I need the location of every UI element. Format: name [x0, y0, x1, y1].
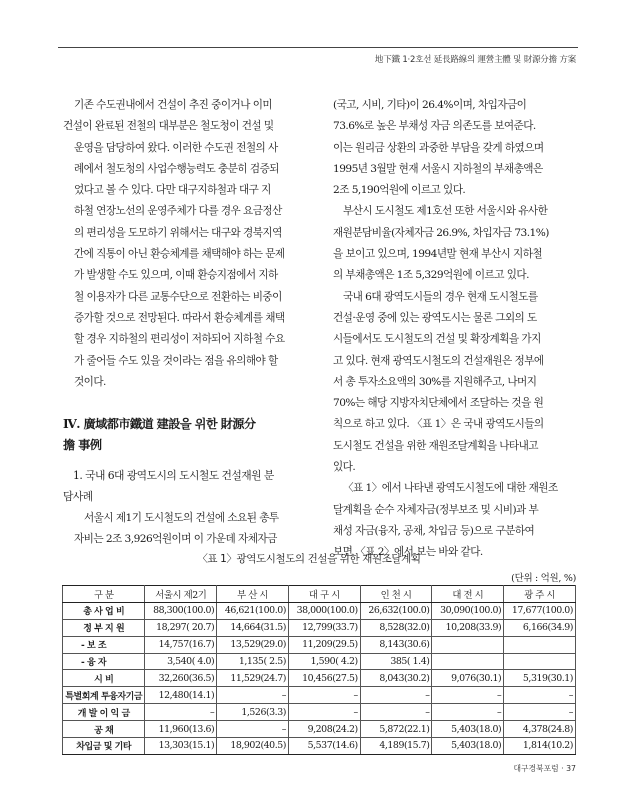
funding-table [62, 585, 576, 755]
text-line: 부산시 도시철도 제1호선 또한 서울시와 유사한 [343, 205, 548, 218]
table-cell [504, 653, 576, 670]
table-cell: 9,076(30.1) [432, 670, 504, 687]
table-row [63, 670, 576, 687]
table-caption: 〈표 1〉광역도시철도의 건설을 위한 재원조달계획 [197, 553, 421, 565]
text-line: 철 이용자가 다른 교통수단으로 전환하는 비중이 [74, 290, 282, 303]
table-cell: 12,799(33.7) [288, 619, 360, 636]
table-cell: 26,632(100.0) [360, 602, 432, 619]
table-cell: 11,529(24.7) [217, 670, 289, 687]
table-cell: – [504, 687, 576, 704]
subheading-line: 담사례 [63, 490, 93, 504]
table-row [63, 602, 576, 619]
table-cell: 13,303(15.1) [145, 738, 217, 755]
right-paragraph-3 [333, 287, 577, 479]
table-cell: 32,260(36.5) [145, 670, 217, 687]
text-line: 보면 〈표 2〉에서 보는 바와 같다. [333, 546, 483, 559]
table-cell: – [217, 687, 289, 704]
right-paragraph-2 [333, 201, 577, 286]
table-row [63, 653, 576, 670]
text-line: (국고, 시비, 기타)이 26.4%이며, 차입자금이 [333, 99, 527, 111]
table-row [63, 636, 576, 653]
text-line: 재원분담비율(자체자금 26.9%, 차입자금 73.1%) [333, 226, 549, 239]
table-cell: – [145, 704, 217, 721]
table-cell: 11,960(13.6) [145, 721, 217, 738]
table-row [63, 704, 576, 721]
text-line: 할 경우 지하철의 편리성이 저하되어 지하철 수요 [74, 333, 285, 346]
heading-line: 擔 事例 [63, 438, 102, 453]
table-cell: – [288, 704, 360, 721]
text-line: 하철 연장노선의 운영주체가 다를 경우 요금정산 [74, 205, 282, 218]
text-line: 국내 6대 광역도시들의 경우 현재 도시철도를 [343, 290, 538, 303]
text-line: 의 부채총액은 1조 5,329억원에 이르고 있다. [333, 269, 529, 282]
table-cell: 5,872(22.1) [360, 721, 432, 738]
table-row [63, 687, 576, 704]
table-cell: – [432, 687, 504, 704]
table-cell: 38,000(100.0) [288, 602, 360, 619]
table-cell: 8,043(30.2) [360, 670, 432, 687]
heading-line: Ⅳ. 廣域都市鐵道 建設을 위한 財源分 [63, 417, 256, 432]
table-cell: 1,135( 2.5) [217, 653, 289, 670]
header-daegu: 대 구 시 [288, 586, 360, 603]
text-line: 의 편리성을 도모하기 위해서는 대구와 경북지역 [74, 226, 282, 239]
text-line: 서울시 제1기 도시철도의 건설에 소요된 총투 [84, 511, 279, 524]
table-cell: 18,297( 20.7) [145, 619, 217, 636]
table-row [63, 738, 576, 755]
text-line: 기존 수도권내에서 건설이 추진 중이거나 이미 [74, 99, 273, 111]
text-line: 건설이 완료된 전철의 대부분은 철도청이 건설 및 [63, 120, 274, 133]
table-cell: 4,378(24.8) [504, 721, 576, 738]
subheading-line: 1. 국내 6대 광역도시의 도시철도 건설재원 분 [73, 469, 274, 483]
table-cell: – [360, 704, 432, 721]
table-cell: 10,456(27.5) [288, 670, 360, 687]
table-body [63, 602, 576, 754]
text-line: 을 보이고 있으며, 1994년말 현재 부산시 지하철 [333, 248, 543, 261]
row-label: 총 사 업 비 [63, 602, 145, 619]
row-label: 특별회계 투융자기금 [63, 687, 145, 704]
text-line: 고 있다. 현재 광역도시철도의 건설재원은 정부에 [333, 354, 544, 367]
table-cell: 88,300(100.0) [145, 602, 217, 619]
row-label: 공 채 [63, 721, 145, 738]
table-cell: 3,540( 4.0) [145, 653, 217, 670]
table-cell: 13,529(29.0) [217, 636, 289, 653]
table-unit: (단위 : 억원, %) [511, 573, 576, 584]
row-label: 개 발 이 익 금 [63, 704, 145, 721]
row-label: 시 비 [63, 670, 145, 687]
right-paragraph-1 [333, 95, 577, 201]
text-line: 간에 직통이 아닌 환승체계를 채택해야 하는 문제 [74, 248, 285, 261]
table-cell: 14,757(16.7) [145, 636, 217, 653]
text-line: 례에서 철도청의 사업수행능력도 충분히 검증되 [74, 162, 279, 175]
left-paragraph-1 [63, 95, 303, 393]
row-label: 정 부 지 원 [63, 619, 145, 636]
table-cell: 5,537(14.6) [288, 738, 360, 755]
text-line: 증가할 것으로 전망된다. 따라서 환승체계를 채택 [74, 311, 285, 324]
text-line: 73.6%로 높은 부채성 자금 의존도를 보여준다. [333, 120, 536, 133]
text-line: 채성 자금(융자, 공채, 차입금 등)으로 구분하여 [333, 524, 535, 537]
text-line: 달계획을 순수 자체자금(정부보조 및 시비)과 부 [333, 503, 539, 516]
text-line: 시들에서도 도시철도의 건설 및 확장계획을 가지 [333, 333, 541, 346]
text-line: 있다. [333, 461, 356, 474]
table-cell: – [217, 721, 289, 738]
table-cell: – [504, 704, 576, 721]
section-heading [63, 414, 303, 456]
text-line: 가 줄어들 수도 있을 것이라는 점을 유의해야 할 [74, 354, 278, 367]
text-line: 운영을 담당하여 왔다. 이러한 수도권 전철의 사 [74, 141, 278, 154]
table-cell: 8,528(32.0) [360, 619, 432, 636]
table-cell: 6,166(34.9) [504, 619, 576, 636]
table-cell: 12,480(14.1) [145, 687, 217, 704]
table-header-row [63, 586, 576, 603]
table-cell: 11,209(29.5) [288, 636, 360, 653]
table-cell [504, 636, 576, 653]
table-cell [432, 653, 504, 670]
text-line: 〈표 1〉에서 나타낸 광역도시철도에 대한 재원조 [343, 482, 558, 495]
table-cell: 14,664(31.5) [217, 619, 289, 636]
header-gwangju: 광 주 시 [504, 586, 576, 603]
text-line: 서 총 투자소요액의 30%를 지원해주고, 나머지 [333, 375, 537, 388]
right-column [333, 95, 577, 564]
text-line: 었다고 볼 수 있다. 다만 대구지하철과 대구 지 [74, 184, 271, 197]
text-line: 2조 5,190억원에 이르고 있다. [333, 184, 466, 197]
table-cell: 9,208(24.2) [288, 721, 360, 738]
header-rule [58, 47, 578, 48]
table-row [63, 619, 576, 636]
table-cell: 385( 1.4) [360, 653, 432, 670]
row-label: - 보 조 [63, 636, 145, 653]
header-busan: 부 산 시 [217, 586, 289, 603]
table-cell: 5,403(18.0) [432, 738, 504, 755]
header-incheon: 인 천 시 [360, 586, 432, 603]
left-paragraph-2 [63, 508, 303, 551]
table-cell: 4,189(15.7) [360, 738, 432, 755]
text-line: 칙으로 하고 있다. 〈표 1〉은 국내 광역도시들의 [333, 418, 544, 431]
table-cell: 10,208(33.9) [432, 619, 504, 636]
table-cell: 5,403(18.0) [432, 721, 504, 738]
table-cell [432, 636, 504, 653]
table-cell: 18,902(40.5) [217, 738, 289, 755]
table-row [63, 721, 576, 738]
table-cell: – [360, 687, 432, 704]
left-column [63, 95, 303, 550]
table-cell: 8,143(30.6) [360, 636, 432, 653]
table-cell: 1,526(3.3) [217, 704, 289, 721]
header-seoul: 서울시 제2기 [145, 586, 217, 603]
table-cell: 1,814(10.2) [504, 738, 576, 755]
text-line: 70%는 해당 지방자치단체에서 조달하는 것을 원 [333, 397, 544, 410]
header-category: 구 분 [63, 586, 145, 603]
table-cell: 46,621(100.0) [217, 602, 289, 619]
subheading [63, 465, 303, 508]
text-line: 이는 원리금 상환의 과중한 부담을 갖게 하였으며 [333, 141, 544, 154]
text-line: 것이다. [74, 375, 106, 388]
table-cell: – [288, 687, 360, 704]
row-label: - 융 자 [63, 653, 145, 670]
running-header: 地下鐵 1·2호선 延長路線의 運營主體 및 財源分擔 方案 [374, 55, 576, 65]
table-cell: 30,090(100.0) [432, 602, 504, 619]
text-line: 도시철도 건설을 위한 재원조달계획을 나타내고 [333, 439, 538, 452]
text-line: 1995년 3월말 현재 서울시 지하철의 부채총액은 [333, 162, 543, 175]
table-cell: 5,319(30.1) [504, 670, 576, 687]
text-line: 건설·운영 중에 있는 광역도시는 물론 그외의 도 [333, 311, 537, 324]
text-line: 자비는 2조 3,926억원이며 이 가운데 자체자금 [74, 533, 277, 546]
row-label: 차입금 및 기타 [63, 738, 145, 755]
text-line: 가 발생할 수도 있으며, 이때 환승지점에서 지하 [74, 269, 278, 282]
table-cell: 1,590( 4.2) [288, 653, 360, 670]
page-footer: 대구경북포럼 · 37 [513, 764, 576, 773]
header-daejeon: 대 전 시 [432, 586, 504, 603]
table-cell: 17,677(100.0) [504, 602, 576, 619]
table-cell: – [432, 704, 504, 721]
